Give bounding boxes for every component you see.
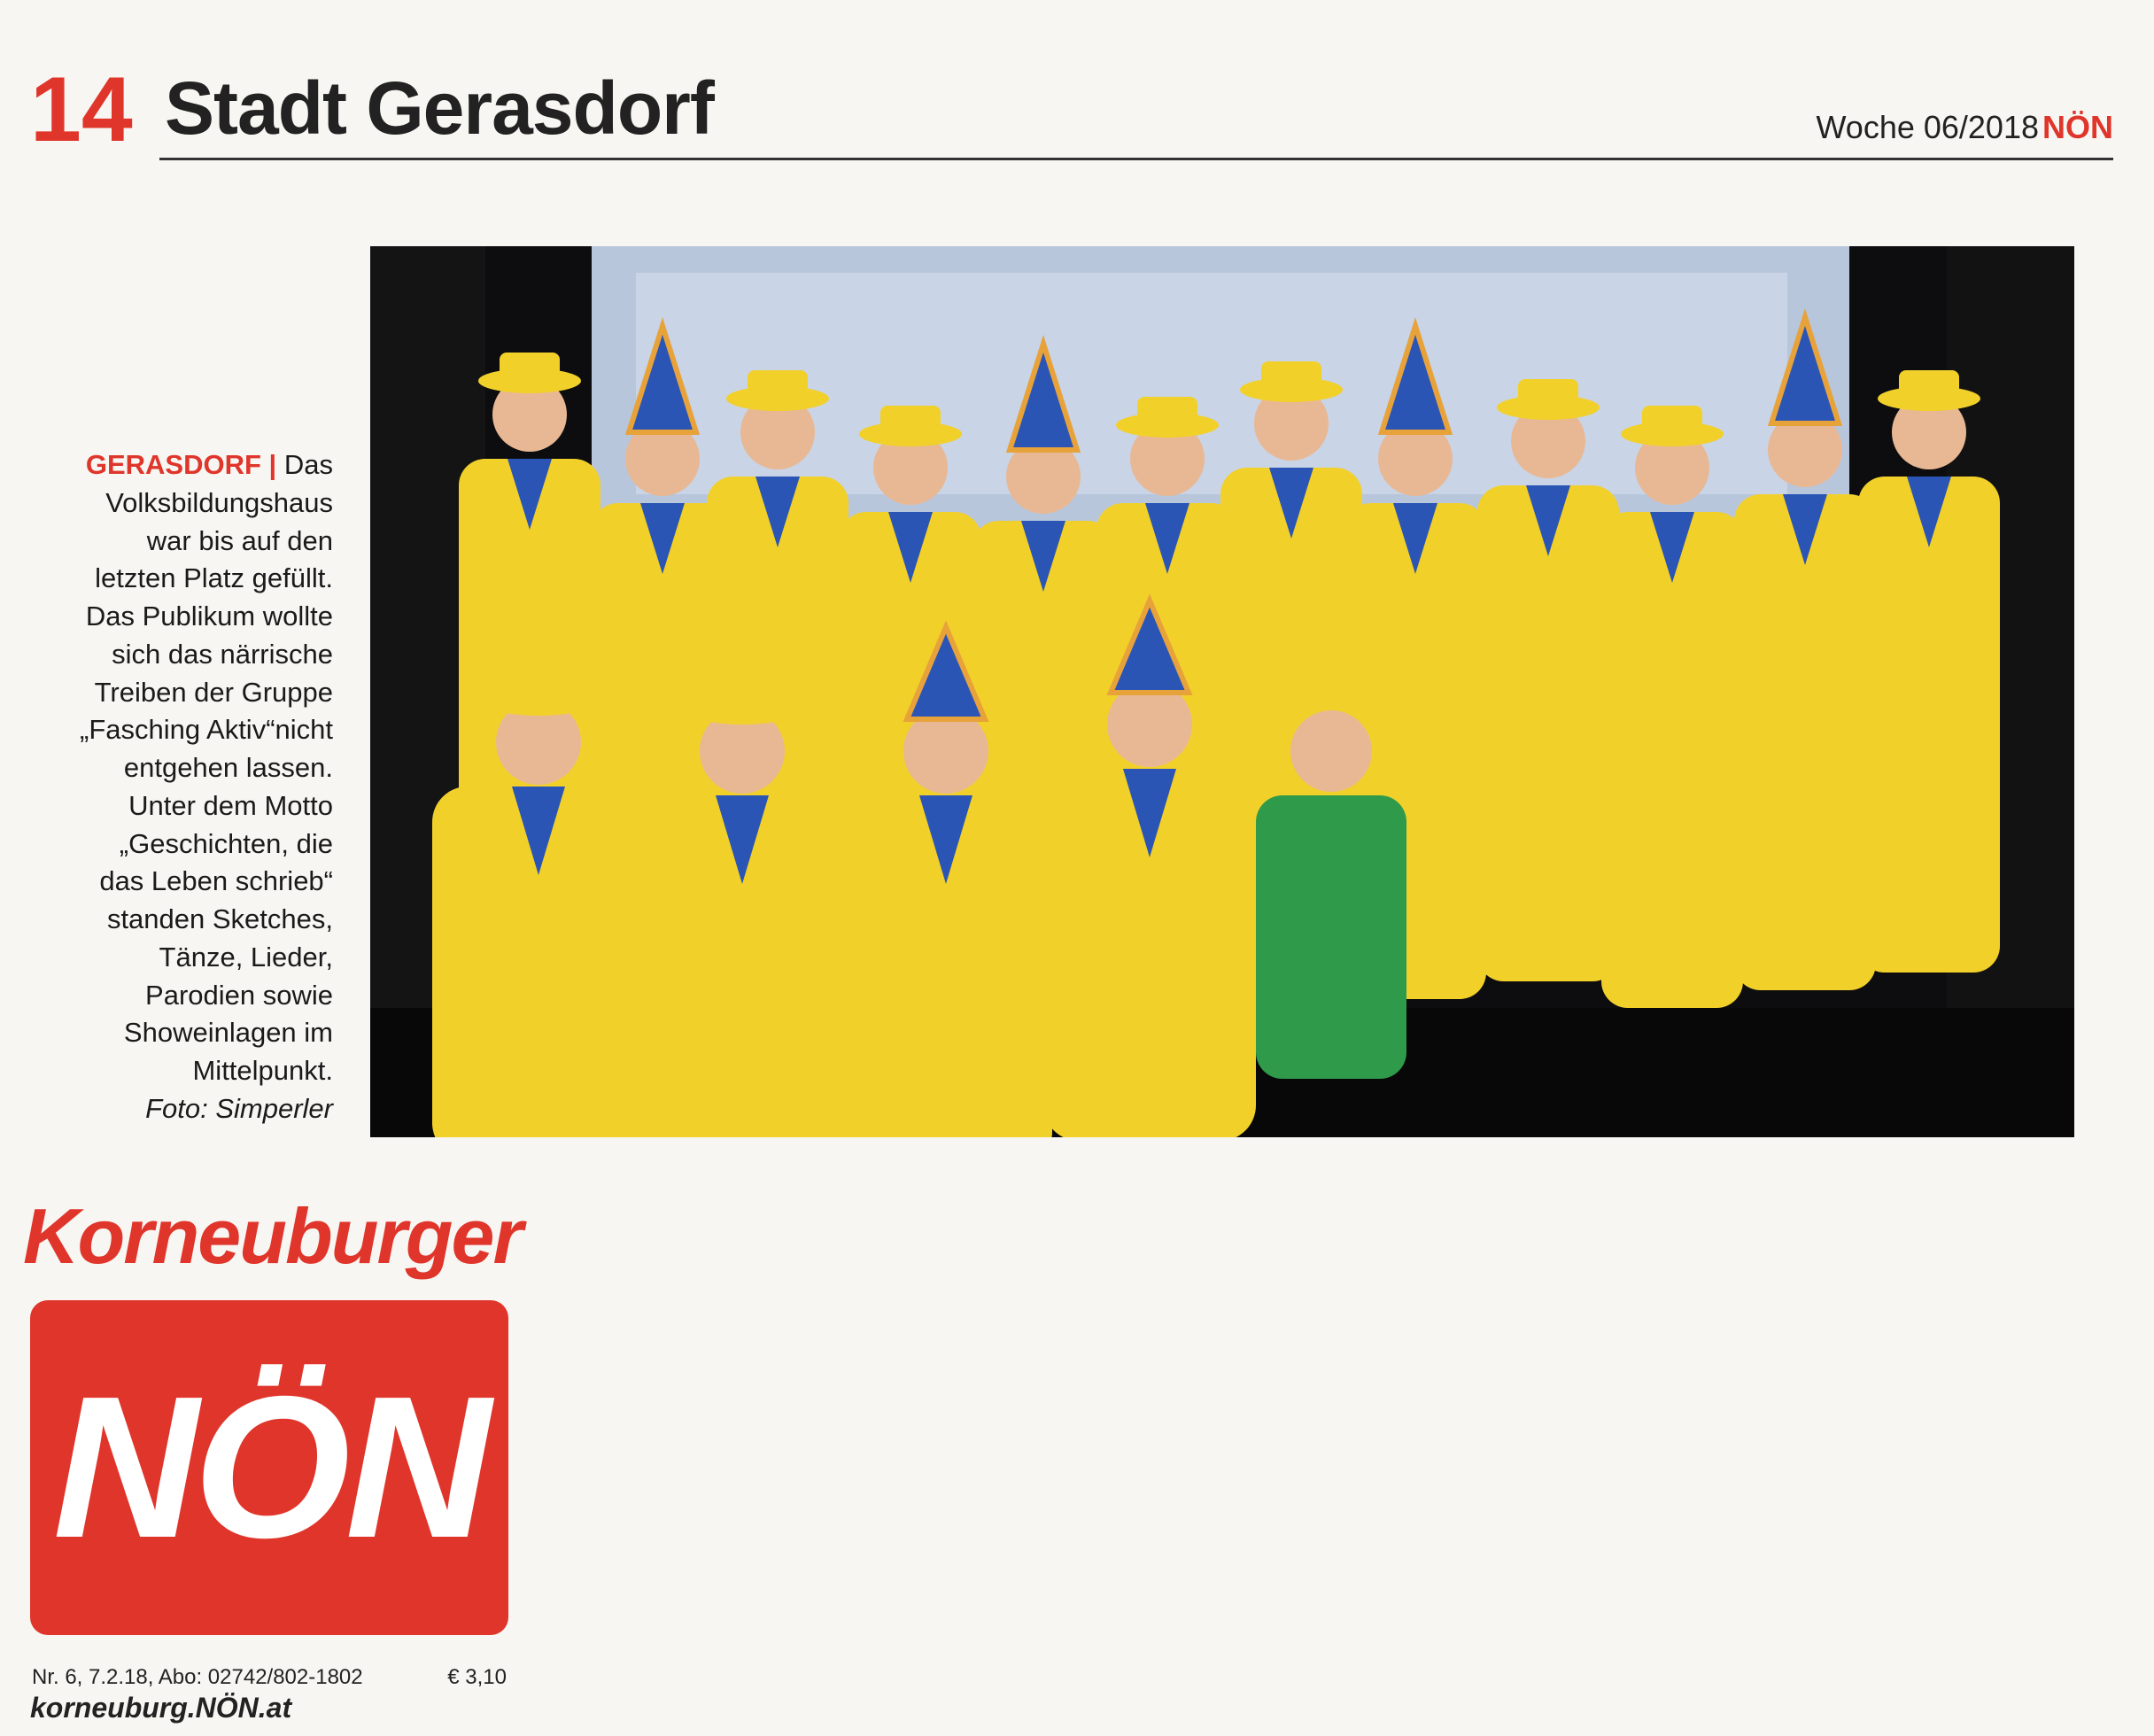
issue-week: Woche 06/2018 [1816,109,2039,145]
issue-brand: NÖN [2042,109,2113,145]
group-photo [370,246,2074,1137]
group-photo-illustration [370,246,2074,1137]
masthead-logo-text: NÖN [52,1355,486,1580]
page-number: 14 [30,58,133,161]
section-title: Stadt Gerasdorf [165,66,714,150]
header-rule [159,158,2113,160]
masthead-price: € 3,10 [447,1665,507,1689]
masthead-issue-info: Nr. 6, 7.2.18, Abo: 02742/802-1802 [32,1665,363,1689]
photo-caption [76,446,333,1128]
caption-body: Das Volksbildungshaus war bis auf den letzten Platz gefüllt. Das Publikum wollte sich das närrische Treiben der Gruppe „Fasching Aktiv“nicht entgehen lassen. Unter dem Motto „Geschichten, die das Leben schrieb“ standen Sketches, Tänze, Lieder, Parodien sowie Showeinlagen im Mittelpunkt. [80,449,333,1087]
masthead-name: Korneuburger [23,1192,522,1280]
masthead-info [32,1667,507,1688]
masthead-logo [30,1300,508,1635]
caption-separator: | [268,449,277,480]
photo-credit: Foto: Simperler [145,1093,333,1125]
masthead-url: korneuburg.NÖN.at [30,1692,292,1724]
issue-line [1816,109,2113,145]
caption-kicker: GERASDORF [85,449,261,480]
